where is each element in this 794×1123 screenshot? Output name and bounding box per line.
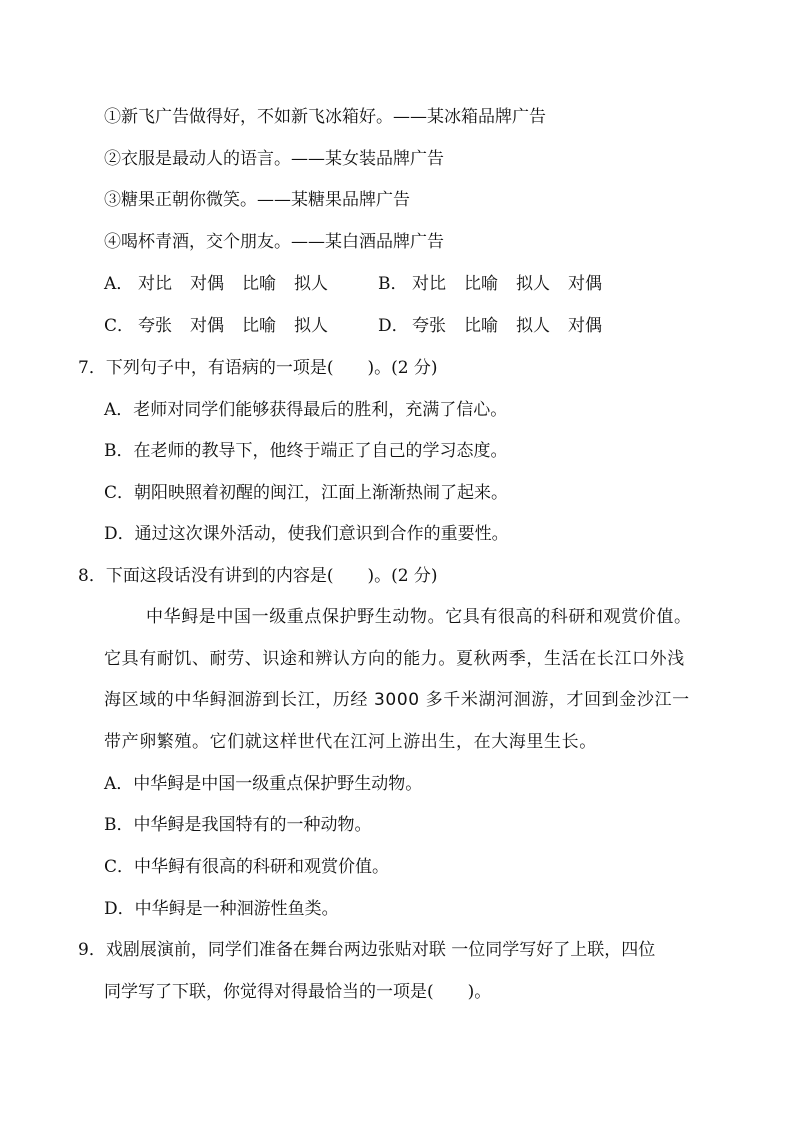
q8-passage-line-1: 中华鲟是中国一级重点保护野生动物。它具有很高的科研和观赏价值。 [146,607,692,627]
option-word: 比喻 [464,316,498,336]
ad-item-1: ①新飞广告做得好，不如新飞冰箱好。——某冰箱品牌广告 [104,107,546,127]
q7-stem: 7．下列句子中，有语病的一项是( )。(2 分) [78,358,438,378]
q6-option-a [104,273,346,295]
option-word: 拟人 [294,316,328,336]
option-word: 对偶 [568,274,602,294]
option-word: 比喻 [464,274,498,294]
q6-option-c [104,315,346,337]
option-word: 对偶 [568,316,602,336]
q8-passage-line-3: 海区域的中华鲟洄游到长江，历经 3000 多千米湖河洄游，才回到金沙江一 [104,690,690,710]
q6-option-d [378,315,620,337]
option-letter: C． [104,316,135,336]
q7-option-d: D．通过这次课外活动，使我们意识到合作的重要性。 [104,524,509,544]
q7-option-c: C．朝阳映照着初醒的闽江，江面上渐渐热闹了起来。 [104,483,509,503]
ad-item-2: ②衣服是最动人的语言。——某女装品牌广告 [104,149,444,169]
option-word: 对比 [138,274,172,294]
option-word: 对比 [412,274,446,294]
ad-item-3: ③糖果正朝你微笑。——某糖果品牌广告 [104,190,410,210]
q8-option-b: B．中华鲟是我国特有的一种动物。 [104,815,372,835]
q8-passage-line-4: 带产卵繁殖。它们就这样世代在江河上游出生，在大海里生长。 [104,732,597,752]
q7-option-a: A．老师对同学们能够获得最后的胜利，充满了信心。 [104,400,508,420]
q8-stem: 8．下面这段话没有讲到的内容是( )。(2 分) [78,566,438,586]
option-word: 对偶 [190,316,224,336]
option-word: 比喻 [242,274,276,294]
option-letter: D． [378,316,409,336]
ad-item-4: ④喝杯青酒，交个朋友。——某白酒品牌广告 [104,232,444,252]
q6-option-b [378,273,620,295]
q9-stem-line-2: 同学写了下联，你觉得对得最恰当的一项是( )。 [104,982,492,1002]
q8-passage-line-2: 它具有耐饥、耐劳、识途和辨认方向的能力。夏秋两季，生活在长江口外浅 [104,649,685,669]
option-letter: A． [104,274,134,294]
option-word: 拟人 [516,274,550,294]
q8-option-d: D．中华鲟是一种洄游性鱼类。 [104,899,339,919]
option-word: 比喻 [242,316,276,336]
q7-option-b: B．在老师的教导下，他终于端正了自己的学习态度。 [104,441,508,461]
q8-option-c: C．中华鲟有很高的科研和观赏价值。 [104,857,390,877]
q8-option-a: A．中华鲟是中国一级重点保护野生动物。 [104,774,423,794]
option-word: 夸张 [138,316,172,336]
q9-stem-line-1: 9．戏剧展演前，同学们准备在舞台两边张贴对联 一位同学写好了上联，四位 [78,940,656,960]
option-word: 对偶 [190,274,224,294]
option-word: 夸张 [412,316,446,336]
option-letter: B． [378,274,408,294]
option-word: 拟人 [516,316,550,336]
option-word: 拟人 [294,274,328,294]
